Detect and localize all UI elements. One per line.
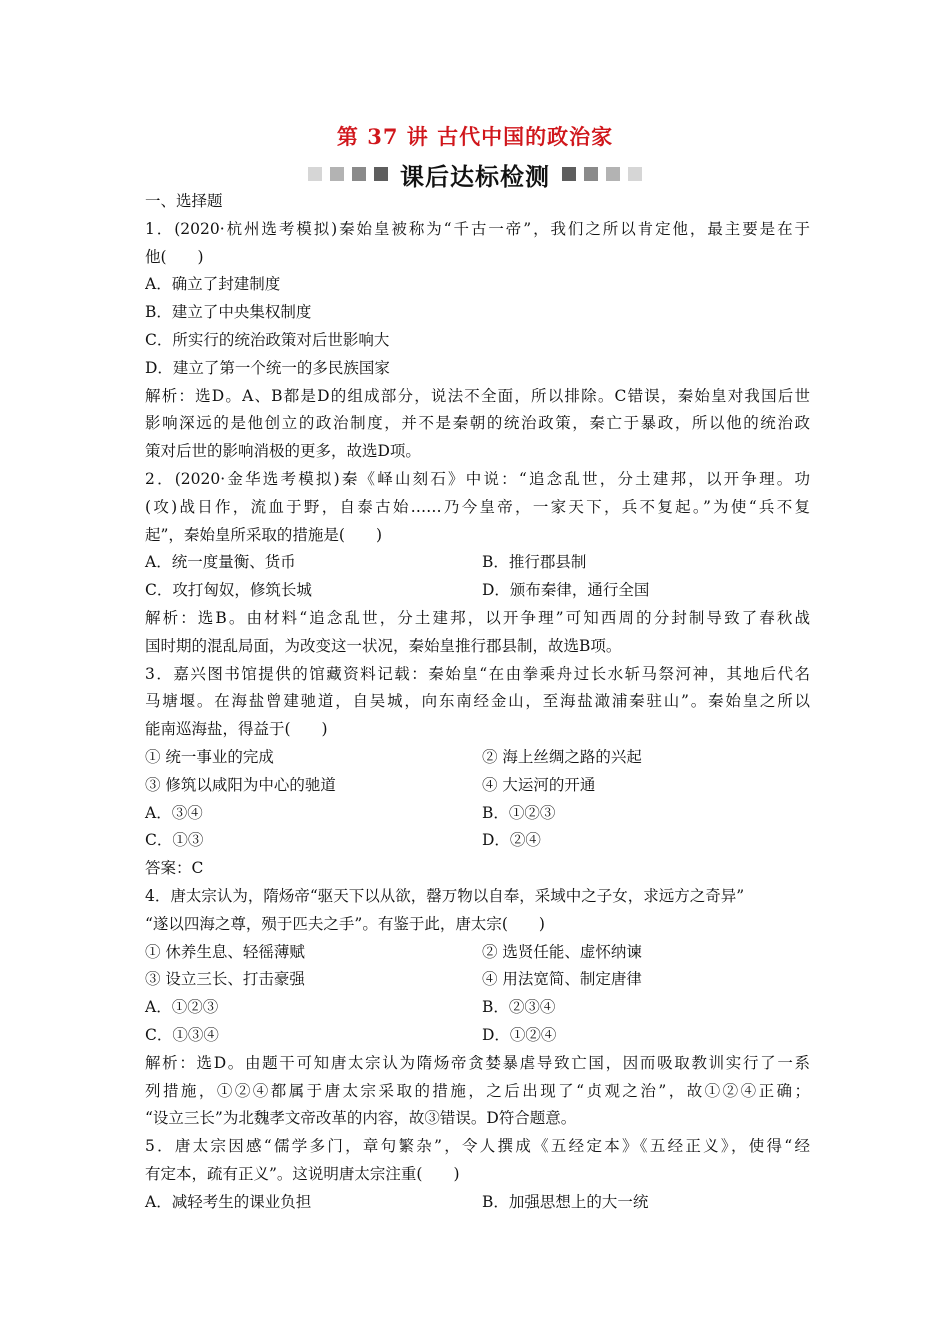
option-b: B．①②③ bbox=[482, 803, 556, 822]
item-row bbox=[145, 966, 810, 994]
option-c: C．所实行的统治政策对后世影响大 bbox=[145, 330, 390, 349]
analysis-line: 国时期的混乱局面，为改变这一状况，秦始皇推行郡县制，故选B项。 bbox=[145, 636, 622, 655]
item-3: ③ 设立三长、打击豪强 bbox=[145, 970, 305, 989]
option-d: D．②④ bbox=[482, 831, 541, 850]
question-4 bbox=[145, 883, 810, 1133]
item-4: ④ 大运河的开通 bbox=[482, 775, 596, 794]
question-stem-line: 马塘堰。在海盐曾建驰道，自吴城，向东南经金山，至海盐澉浦秦驻山”。秦始皇之所以 bbox=[145, 692, 810, 711]
question-stem-line: 1．(2020·杭州选考模拟)秦始皇被称为“千古一帝”，我们之所以肯定他，最主要是在于 bbox=[145, 219, 810, 238]
analysis-line: 解析：选B。由材料“追念乱世，分土建邦，以开争理”可知西周的分封制导致了春秋战 bbox=[145, 608, 810, 627]
page-title: 第 37 讲 古代中国的政治家 bbox=[336, 124, 614, 149]
question-2 bbox=[145, 466, 810, 661]
item-2: ② 海上丝绸之路的兴起 bbox=[482, 747, 642, 766]
option-a: A．③④ bbox=[145, 803, 203, 822]
option-d: D．颁布秦律，通行全国 bbox=[482, 581, 650, 600]
question-stem-line: 能南巡海盐，得益于( ) bbox=[145, 720, 328, 739]
option-c: C．攻打匈奴，修筑长城 bbox=[145, 581, 312, 600]
option-row bbox=[145, 827, 810, 855]
question-stem-line: 3．嘉兴图书馆提供的馆藏资料记载：秦始皇“在由拳乘舟过长水斩马祭河神，其地后代名 bbox=[145, 664, 810, 683]
question-stem-line: 起”，秦始皇所采取的措施是( ) bbox=[145, 525, 383, 544]
banner-title: 课后达标检测 bbox=[400, 162, 550, 191]
item-4: ④ 用法宽简、制定唐律 bbox=[482, 970, 642, 989]
option-b: B．建立了中央集权制度 bbox=[145, 303, 312, 322]
analysis-line: 解析：选D。由题干可知唐太宗认为隋炀帝贪婪暴虐导致亡国，因而吸取教训实行了一系 bbox=[145, 1053, 810, 1072]
section-banner bbox=[0, 157, 950, 191]
question-stem-line: 有定本，疏有正义”。这说明唐太宗注重( ) bbox=[145, 1164, 460, 1183]
banner-square bbox=[628, 167, 642, 181]
option-b: B．推行郡县制 bbox=[482, 553, 587, 572]
banner-square bbox=[562, 167, 576, 181]
question-stem-line: “遂以四海之尊，殒于匹夫之手”。有鉴于此，唐太宗( ) bbox=[145, 914, 545, 933]
item-1: ① 休养生息、轻徭薄赋 bbox=[145, 942, 305, 961]
option-c: C．①③ bbox=[145, 831, 204, 850]
option-d: D．①②④ bbox=[482, 1025, 557, 1044]
option-row bbox=[145, 1189, 810, 1217]
item-1: ① 统一事业的完成 bbox=[145, 747, 274, 766]
option-b: B．②③④ bbox=[482, 998, 556, 1017]
analysis-line: 列措施，①②④都属于唐太宗采取的措施，之后出现了“贞观之治”，故①②④正确； bbox=[145, 1081, 810, 1100]
question-stem-line: 4．唐太宗认为，隋炀帝“驱天下以从欲，罄万物以自奉，采域中之子女，求远方之奇异” bbox=[145, 886, 745, 905]
banner-square bbox=[330, 167, 344, 181]
option-a: A．①②③ bbox=[145, 998, 219, 1017]
option-row bbox=[145, 577, 810, 605]
option-a: A．减轻考生的课业负担 bbox=[145, 1192, 312, 1211]
question-1 bbox=[145, 216, 810, 466]
option-c: C．①③④ bbox=[145, 1025, 219, 1044]
question-3 bbox=[145, 661, 810, 883]
option-b: B．加强思想上的大一统 bbox=[482, 1192, 649, 1211]
option-d: D．建立了第一个统一的多民族国家 bbox=[145, 358, 390, 377]
analysis-line: “设立三长”为北魏孝文帝改革的内容，故③错误。D符合题意。 bbox=[145, 1109, 577, 1128]
option-row bbox=[145, 1022, 810, 1050]
option-a: A．确立了封建制度 bbox=[145, 275, 281, 294]
analysis-line: 策对后世的影响消极的更多，故选D项。 bbox=[145, 442, 421, 461]
item-row bbox=[145, 939, 810, 967]
question-stem-line: 5．唐太宗因感“儒学多门，章句繁杂”，令人撰成《五经定本》《五经正义》，使得“经 bbox=[145, 1137, 810, 1156]
item-3: ③ 修筑以咸阳为中心的驰道 bbox=[145, 775, 336, 794]
item-row bbox=[145, 744, 810, 772]
analysis-line: 解析：选D。A、B都是D的组成部分，说法不全面，所以排除。C错误，秦始皇对我国后世 bbox=[145, 386, 810, 405]
option-row bbox=[145, 549, 810, 577]
answer-line: 答案：C bbox=[145, 859, 204, 878]
question-5 bbox=[145, 1133, 810, 1216]
option-row bbox=[145, 994, 810, 1022]
section-heading: 一、选择题 bbox=[145, 192, 223, 210]
analysis-line: 影响深远的是他创立的政治制度，并不是秦朝的统治政策，秦亡于暴政，所以他的统治政 bbox=[145, 414, 810, 433]
banner-square bbox=[374, 167, 388, 181]
banner-square bbox=[308, 167, 322, 181]
item-2: ② 选贤任能、虚怀纳谏 bbox=[482, 942, 642, 961]
option-a: A．统一度量衡、货币 bbox=[145, 553, 296, 572]
banner-square bbox=[584, 167, 598, 181]
item-row bbox=[145, 772, 810, 800]
question-list bbox=[145, 188, 810, 1216]
banner-square bbox=[606, 167, 620, 181]
banner-square bbox=[352, 167, 366, 181]
question-stem-line: 他( ) bbox=[145, 247, 204, 266]
option-row bbox=[145, 800, 810, 828]
question-stem-line: 2．(2020·金华选考模拟)秦《峄山刻石》中说：“追念乱世，分土建邦，以开争理。功 bbox=[145, 469, 810, 488]
question-stem-line: (攻)战日作，流血于野，自泰古始……乃今皇帝，一家天下，兵不复起。”为使“兵不复 bbox=[145, 497, 810, 516]
